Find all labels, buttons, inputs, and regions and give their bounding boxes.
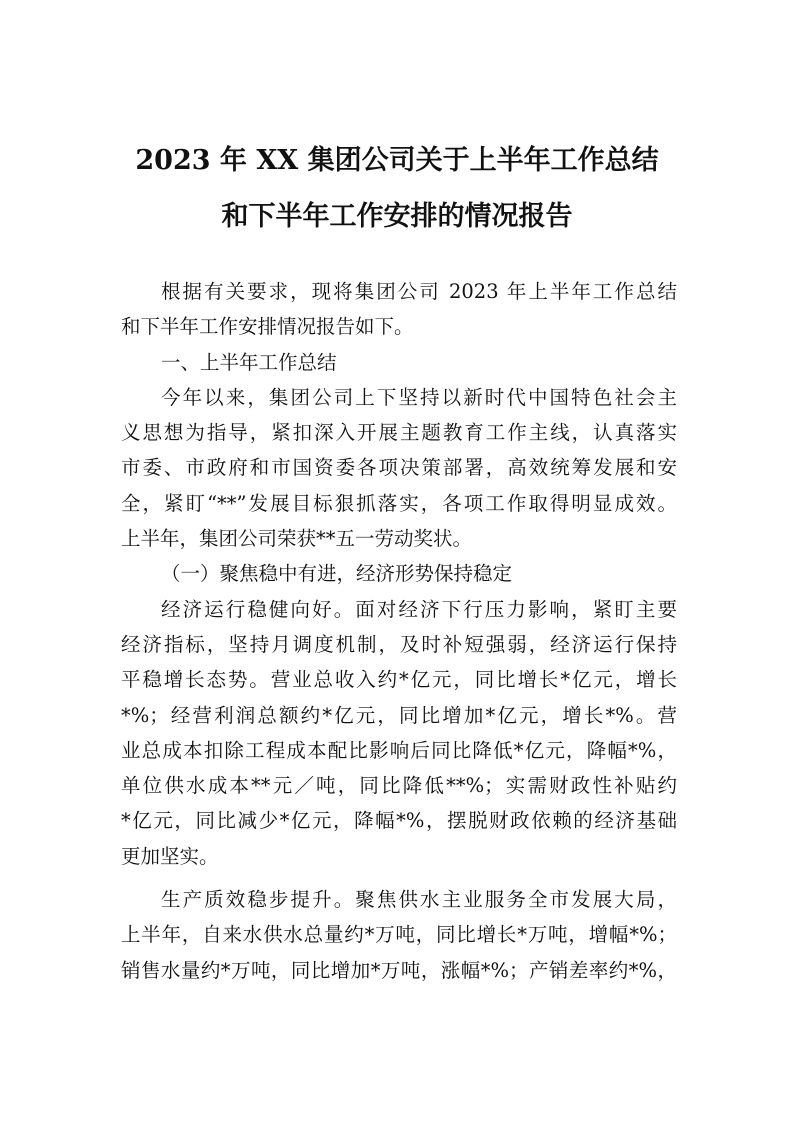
paragraph-economy-line-3: 平稳增长态势。营业总收入约*亿元，同比增长*亿元，增长 [121, 668, 677, 692]
subsection-heading-1: （一）聚焦稳中有进，经济形势保持稳定 [161, 562, 513, 586]
paragraph-economy-line-7: *亿元，同比减少*亿元，降幅*%，摆脱财政依赖的经济基础 [121, 809, 677, 833]
paragraph-intro-line-2: 和下半年工作安排情况报告如下。 [121, 315, 414, 339]
paragraph-economy-line-4: *%；经营利润总额约*亿元，同比增加*亿元，增长*%。营 [121, 703, 677, 727]
paragraph-gap [121, 874, 677, 882]
paragraph-economy-line-5: 业总成本扣除工程成本配比影响后同比降低*亿元，降幅*%， [121, 738, 677, 762]
document-body [121, 274, 677, 988]
paragraph-summary-line-2: 义思想为指导，紧扣深入开展主题教育工作主线，认真落实 [121, 421, 677, 445]
paragraph-summary-line-5: 上半年，集团公司荣获**五一劳动奖状。 [121, 527, 473, 551]
paragraph-summary-line-4: 全，紧盯“**”发展目标狠抓落实，各项工作取得明显成效。 [121, 491, 677, 515]
paragraph-economy-line-6: 单位供水成本**元／吨，同比降低**%；实需财政性补贴约 [121, 774, 677, 798]
paragraph-summary-line-1: 今年以来，集团公司上下坚持以新时代中国特色社会主 [161, 385, 677, 409]
section-heading-1: 一、上半年工作总结 [161, 350, 337, 374]
paragraph-intro-line-1: 根据有关要求，现将集团公司 2023 年上半年工作总结 [161, 280, 677, 303]
paragraph-economy-line-1: 经济运行稳健向好。面对经济下行压力影响，紧盯主要 [161, 597, 677, 621]
paragraph-production-line-3: 销售水量约*万吨，同比增加*万吨，涨幅*%；产销差率约*%， [121, 958, 677, 982]
document-title-line-1: 2023 年 XX 集团公司关于上半年工作总结 [135, 145, 659, 176]
paragraph-economy-line-2: 经济指标，坚持月调度机制，及时补短强弱，经济运行保持 [121, 632, 677, 656]
paragraph-economy-line-8: 更加坚实。 [121, 844, 219, 868]
paragraph-production-line-2: 上半年，自来水供水总量约*万吨，同比增长*万吨，增幅*%； [121, 923, 677, 947]
paragraph-summary-line-3: 市委、市政府和市国资委各项决策部署，高效统筹发展和安 [121, 456, 677, 480]
document-title-line-2: 和下半年工作安排的情况报告 [221, 201, 573, 232]
paragraph-production-line-1: 生产质效稳步提升。聚焦供水主业服务全市发展大局， [161, 888, 677, 912]
